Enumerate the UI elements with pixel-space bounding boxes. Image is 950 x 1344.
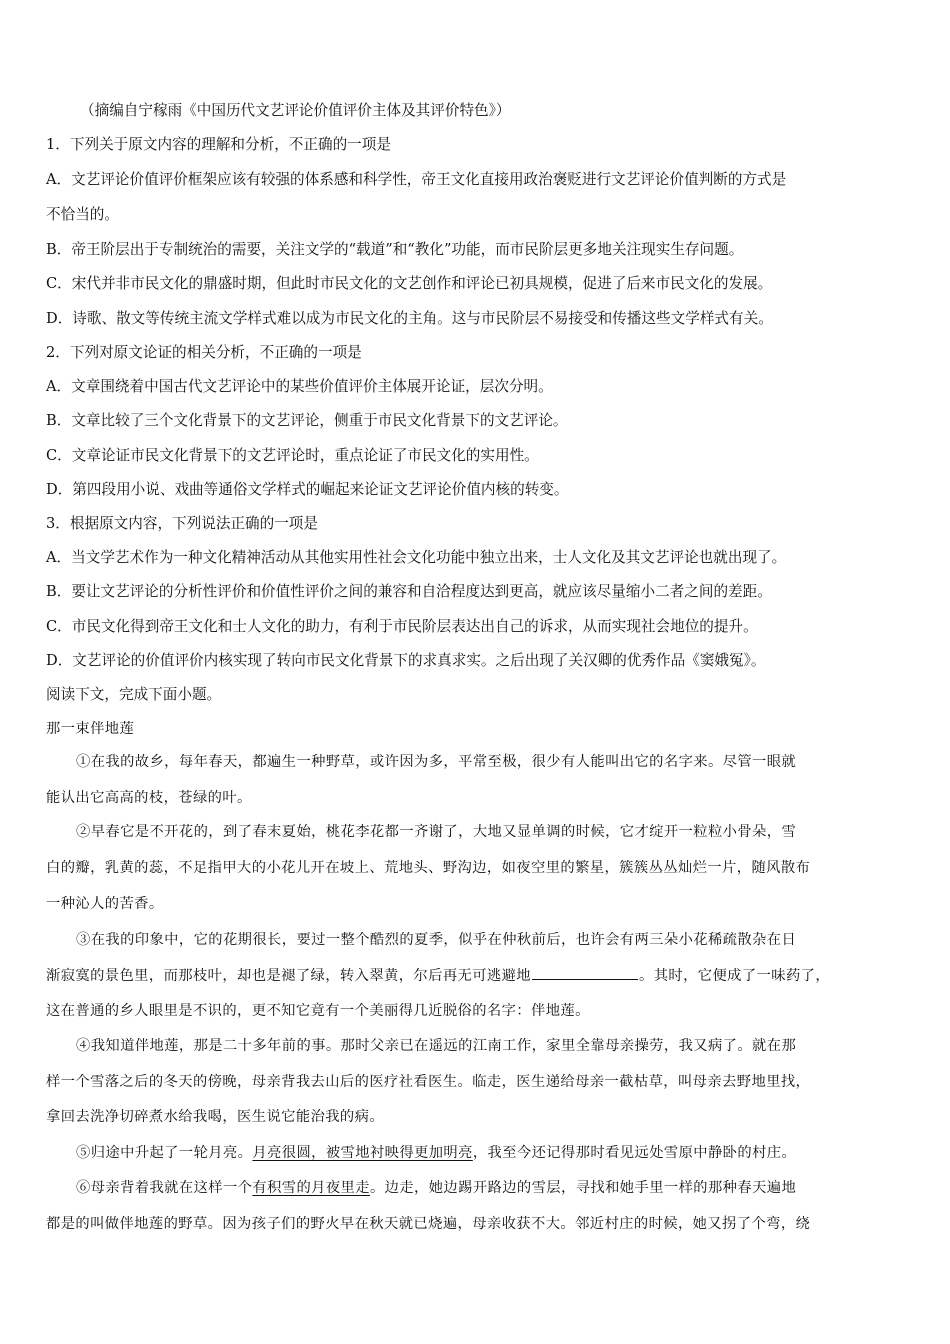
story-p6-before: ⑥母亲背着我就在这样一个 <box>76 1180 253 1196</box>
source-note: （摘编自宁稼雨《中国历代文艺评论价值评价主体及其评价特色》） <box>80 102 511 119</box>
story-p5-before: ⑤归途中升起了一轮月亮。 <box>76 1145 253 1161</box>
question-1-option-a: A．文艺评论价值评价框架应该有较强的体系感和科学性，帝王文化直接用政治褒贬进行文艺评论价值判断的方式是 <box>46 171 787 188</box>
question-1-option-b: B．帝王阶层出于专制统治的需要，关注文学的“载道”和“教化”功能，而市民阶层更多地关注现实生存问题。 <box>46 241 744 258</box>
question-2-stem: 2．下列对原文论证的相关分析，不正确的一项是 <box>46 344 362 361</box>
story-p4-line2: 样一个雪落之后的冬天的傍晚，母亲背我去山后的医疗社看医生。临走，医生递给母亲一截枯草，叫母亲去野地里找， <box>46 1074 811 1090</box>
question-2-option-b: B．文章比较了三个文化背景下的文艺评论，侧重于市民文化背景下的文艺评论。 <box>46 412 568 429</box>
story-p6-line2: 都是的叫做伴地莲的野草。因为孩子们的野火早在秋天就已烧遍，母亲收获不大。邻近村庄的时候，她又拐了个弯，绕 <box>46 1216 811 1232</box>
story-p3-line1: ③在我的印象中，它的花期很长，要过一整个酷烈的夏季，似乎在仲秋前后，也许会有两三朵小花稀疏散杂在日 <box>76 932 797 948</box>
question-3-option-d: D．文艺评论的价值评价内核实现了转向市民文化背景下的求真求实。之后出现了关汉卿的优秀作品《窦娥冤》。 <box>46 652 766 669</box>
story-p3-line2-before: 渐寂寞的景色里，而那枝叶，却也是褪了绿，转入翠黄，尔后再无可逃避地 <box>46 968 531 984</box>
question-2-option-c: C．文章论证市民文化背景下的文艺评论时，重点论证了市民文化的实用性。 <box>46 447 539 464</box>
story-p2-line1: ②早春它是不开花的，到了春末夏始，桃花李花都一齐谢了，大地又显单调的时候，它才绽开一粒粒小骨朵，雪 <box>76 824 797 840</box>
story-p5 <box>76 1143 796 1163</box>
story-p3-line2-after: 。其时，它便成了一味药了， <box>639 968 831 984</box>
question-3-option-a: A．当文学艺术作为一种文化精神活动从其他实用性社会文化功能中独立出来，士人文化及其文艺评论也就出现了。 <box>46 549 787 566</box>
story-p1-line2: 能认出它高高的枝，苍绿的叶。 <box>46 790 252 806</box>
question-3-stem: 3．根据原文内容，下列说法正确的一项是 <box>46 515 318 532</box>
question-3-option-c: C．市民文化得到帝王文化和士人文化的助力，有利于市民阶层表达出自己的诉求，从而实现社会地位的提升。 <box>46 618 758 635</box>
story-p5-underlined: 月亮很圆，被雪地衬映得更加明亮 <box>252 1145 473 1161</box>
question-1-stem: 1．下列关于原文内容的理解和分析，不正确的一项是 <box>46 136 391 153</box>
question-1-option-c: C．宋代并非市民文化的鼎盛时期，但此时市民文化的文艺创作和评论已初具规模，促进了后来市民文化的发展。 <box>46 275 773 292</box>
story-p6-underlined: 有积雪的月夜里走 <box>252 1180 370 1196</box>
question-2-option-d: D．第四段用小说、戏曲等通俗文学样式的崛起来论证文艺评论价值内核的转变。 <box>46 481 569 498</box>
story-p2-line2: 白的瓣，乳黄的蕊，不足指甲大的小花儿开在坡上、荒地头、野沟边，如夜空里的繁星，簇簇丛丛灿烂一片，随风散布 <box>46 860 811 876</box>
question-2-option-a: A．文章围绕着中国古代文艺评论中的某些价值评价主体展开论证，层次分明。 <box>46 378 553 395</box>
question-1-option-a-cont: 不恰当的。 <box>46 206 119 223</box>
story-p4-line3: 拿回去洗净切碎煮水给我喝，医生说它能治我的病。 <box>46 1109 385 1125</box>
question-3-option-b: B．要让文艺评论的分析性评价和价值性评价之间的兼容和自洽程度达到更高，就应该尽量缩小二者之间的差距。 <box>46 583 772 600</box>
question-1-option-d: D．诗歌、散文等传统主流文学样式难以成为市民文化的主角。这与市民阶层不易接受和传播这些文学样式有关。 <box>46 310 773 327</box>
story-p3-line2 <box>46 965 830 986</box>
reading-instruction: 阅读下文，完成下面小题。 <box>46 686 222 703</box>
story-p3-line3: 这在普通的乡人眼里是不识的，更不知它竟有一个美丽得几近脱俗的名字：伴地莲。 <box>46 1003 590 1019</box>
story-p6-after: 。边走，她边踢开路边的雪层，寻找和她手里一样的那种春天遍地 <box>369 1180 797 1196</box>
story-title: 那一束伴地莲 <box>46 721 135 737</box>
story-p1-line1: ①在我的故乡，每年春天，都遍生一种野草，或许因为多，平常至极，很少有人能叫出它的名字来。尽管一眼就 <box>76 754 797 770</box>
fill-in-blank[interactable] <box>532 965 638 980</box>
story-p4-line1: ④我知道伴地莲，那是二十多年前的事。那时父亲已在遥远的江南工作，家里全靠母亲操劳，我又病了。就在那 <box>76 1038 797 1054</box>
story-p6-line1 <box>76 1178 796 1198</box>
story-p5-after: ，我至今还记得那时看见远处雪原中静卧的村庄。 <box>472 1145 797 1161</box>
story-p2-line3: 一种沁人的苦香。 <box>46 896 164 912</box>
